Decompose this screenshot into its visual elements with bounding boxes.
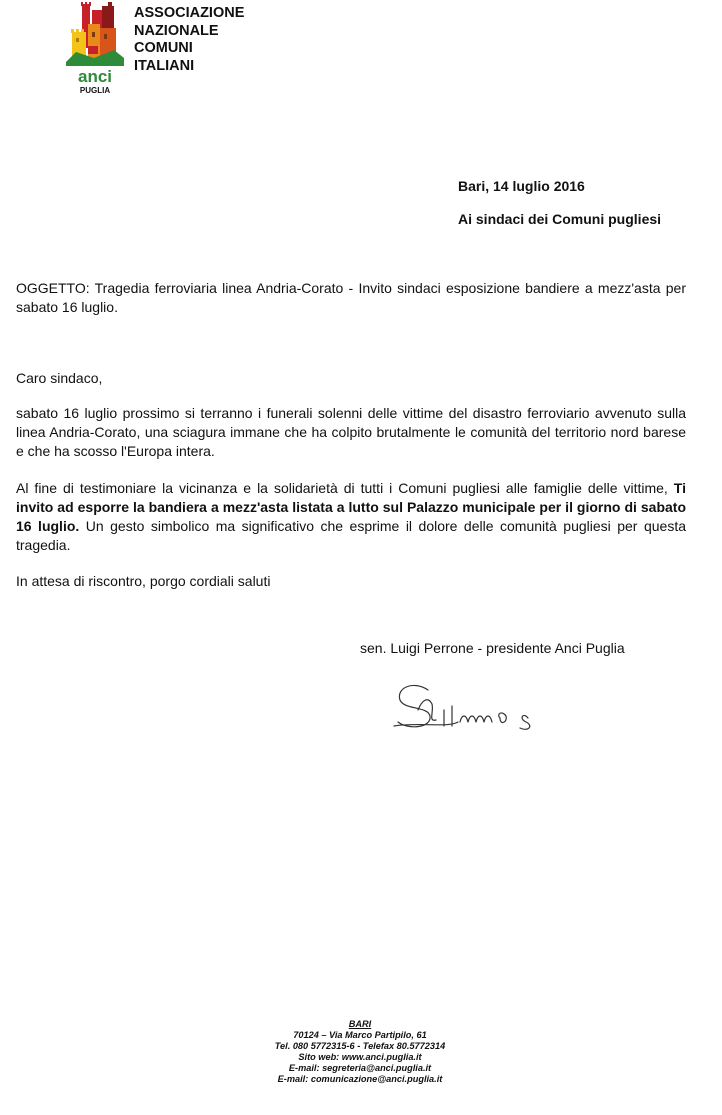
anci-puglia-logo bbox=[64, 2, 126, 96]
footer-website: Sito web: www.anci.puglia.it bbox=[298, 1052, 422, 1062]
org-line: ITALIANI bbox=[134, 57, 195, 74]
letterhead-footer bbox=[200, 1019, 520, 1085]
org-line: ASSOCIAZIONE bbox=[134, 5, 245, 21]
org-line: NAZIONALE bbox=[134, 22, 219, 39]
handwritten-signature bbox=[388, 670, 608, 780]
letter-subject: OGGETTO: Tragedia ferroviaria linea Andria-Corato - Invito sindaci esposizione bandiere a mezz'asta per sabato 16 luglio. bbox=[16, 280, 686, 315]
org-line: COMUNI bbox=[134, 40, 193, 56]
letter-paragraph-1: sabato 16 luglio prossimo si terranno i funerali solenni delle vittime del disastro ferroviario avvenuto sulla linea Andria-Corato, una sciagura immane che ha colpito brutalmente le comunità del territorio nord barese e che ha scosso l'Europa intera. bbox=[16, 405, 686, 459]
svg-text:anci: anci bbox=[77, 67, 113, 86]
letter-closing: In attesa di riscontro, porgo cordiali saluti bbox=[16, 573, 271, 589]
footer-email-1: E-mail: segreteria@anci.puglia.it bbox=[288, 1063, 432, 1073]
paragraph-2-end: Un gesto simbolico ma significativo che esprime il dolore delle comunità pugliesi per questa tragedia. bbox=[16, 518, 686, 553]
letter-greeting: Caro sindaco, bbox=[16, 370, 103, 386]
letter-date: Bari, 14 luglio 2016 bbox=[458, 178, 585, 194]
organization-name bbox=[134, 5, 244, 75]
svg-text:PUGLIA: PUGLIA bbox=[79, 86, 111, 95]
footer-address: 70124 – Via Marco Partipilo, 61 bbox=[293, 1030, 427, 1040]
letter-paragraph-2 bbox=[16, 479, 686, 555]
paragraph-2-start: Al fine di testimoniare la vicinanza e la solidarietà di tutti i Comuni pugliesi alle famiglie delle vittime, bbox=[16, 480, 674, 496]
footer-email-2: E-mail: comunicazione@anci.puglia.it bbox=[277, 1074, 443, 1084]
footer-phone: Tel. 080 5772315-6 - Telefax 80.5772314 bbox=[274, 1041, 446, 1051]
signer-name: sen. Luigi Perrone - presidente Anci Puglia bbox=[360, 640, 625, 656]
footer-city: BARI bbox=[348, 1019, 372, 1029]
paragraph-2-bold: Ti invito ad esporre la bandiera a mezz'asta listata a lutto sul Palazzo municipale per il giorno di sabato 16 luglio. bbox=[16, 480, 686, 534]
letter-recipient: Ai sindaci dei Comuni pugliesi bbox=[458, 211, 662, 227]
